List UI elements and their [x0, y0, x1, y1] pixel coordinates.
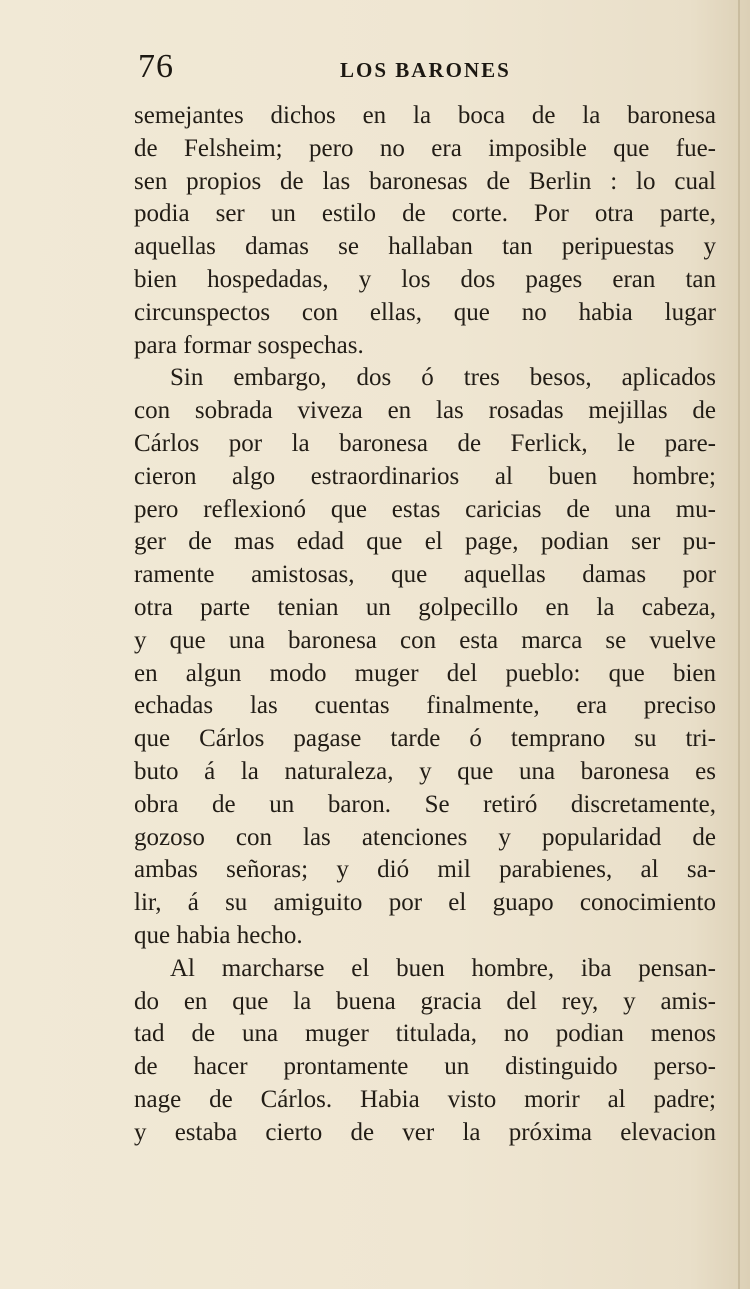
text-line: do en que la buena gracia del rey, y amis- — [134, 987, 716, 1015]
text-line: que habia hecho. — [134, 921, 303, 949]
text-line: aquellas damas se hallaban tan peripuestas y — [134, 233, 716, 261]
text-line: bien hospedadas, y los dos pages eran tan — [134, 265, 716, 293]
text-line: echadas las cuentas finalmente, era preciso — [134, 692, 716, 720]
text-line: cieron algo estraordinarios al buen hombre; — [134, 462, 716, 490]
paragraph — [134, 362, 716, 952]
page-edge — [738, 0, 740, 1289]
text-line: nage de Cárlos. Habia visto morir al padre; — [134, 1085, 716, 1113]
paragraph — [134, 953, 716, 1150]
running-head: LOS BARONES — [340, 58, 511, 82]
text-line: podia ser un estilo de corte. Por otra parte, — [134, 200, 716, 228]
text-line: Sin embargo, dos ó tres besos, aplicados — [170, 364, 716, 392]
text-line: lir, á su amiguito por el guapo conocimiento — [134, 889, 716, 917]
text-line: de hacer prontamente un distinguido perso- — [134, 1053, 716, 1081]
text-line: circunspectos con ellas, que no habia lugar — [134, 298, 716, 326]
text-line: Al marcharse el buen hombre, iba pensan- — [170, 954, 716, 982]
paragraph — [134, 100, 716, 362]
page-number: 76 — [138, 48, 174, 85]
text-line: gozoso con las atenciones y popularidad de — [134, 823, 716, 851]
text-line: que Cárlos pagase tarde ó temprano su tri- — [134, 725, 716, 753]
text-line: de Felsheim; pero no era imposible que fue- — [134, 134, 716, 162]
text-line: para formar sospechas. — [134, 331, 364, 359]
text-line: buto á la naturaleza, y que una baronesa es — [134, 757, 716, 785]
text-line: semejantes dichos en la boca de la baronesa — [134, 102, 716, 129]
body-text — [134, 100, 716, 1150]
text-line: obra de un baron. Se retiró discretamente, — [134, 790, 716, 818]
text-line: en algun modo muger del pueblo: que bien — [134, 659, 716, 687]
text-line: y que una baronesa con esta marca se vuelve — [134, 626, 716, 654]
text-line: con sobrada viveza en las rosadas mejillas de — [134, 397, 716, 425]
text-line: Cárlos por la baronesa de Ferlick, le pare- — [134, 429, 716, 457]
page-header — [134, 48, 714, 88]
text-line: pero reflexionó que estas caricias de una mu- — [134, 495, 716, 523]
text-line: ambas señoras; y dió mil parabienes, al sa- — [134, 856, 716, 884]
text-line: y estaba cierto de ver la próxima elevacion — [134, 1118, 716, 1146]
text-line: tad de una muger titulada, no podian menos — [134, 1020, 716, 1048]
text-line: sen propios de las baronesas de Berlin : lo cual — [134, 167, 716, 195]
text-line: ger de mas edad que el page, podian ser pu- — [134, 528, 716, 556]
text-line: ramente amistosas, que aquellas damas por — [134, 561, 716, 589]
text-line: otra parte tenian un golpecillo en la cabeza, — [134, 593, 716, 621]
